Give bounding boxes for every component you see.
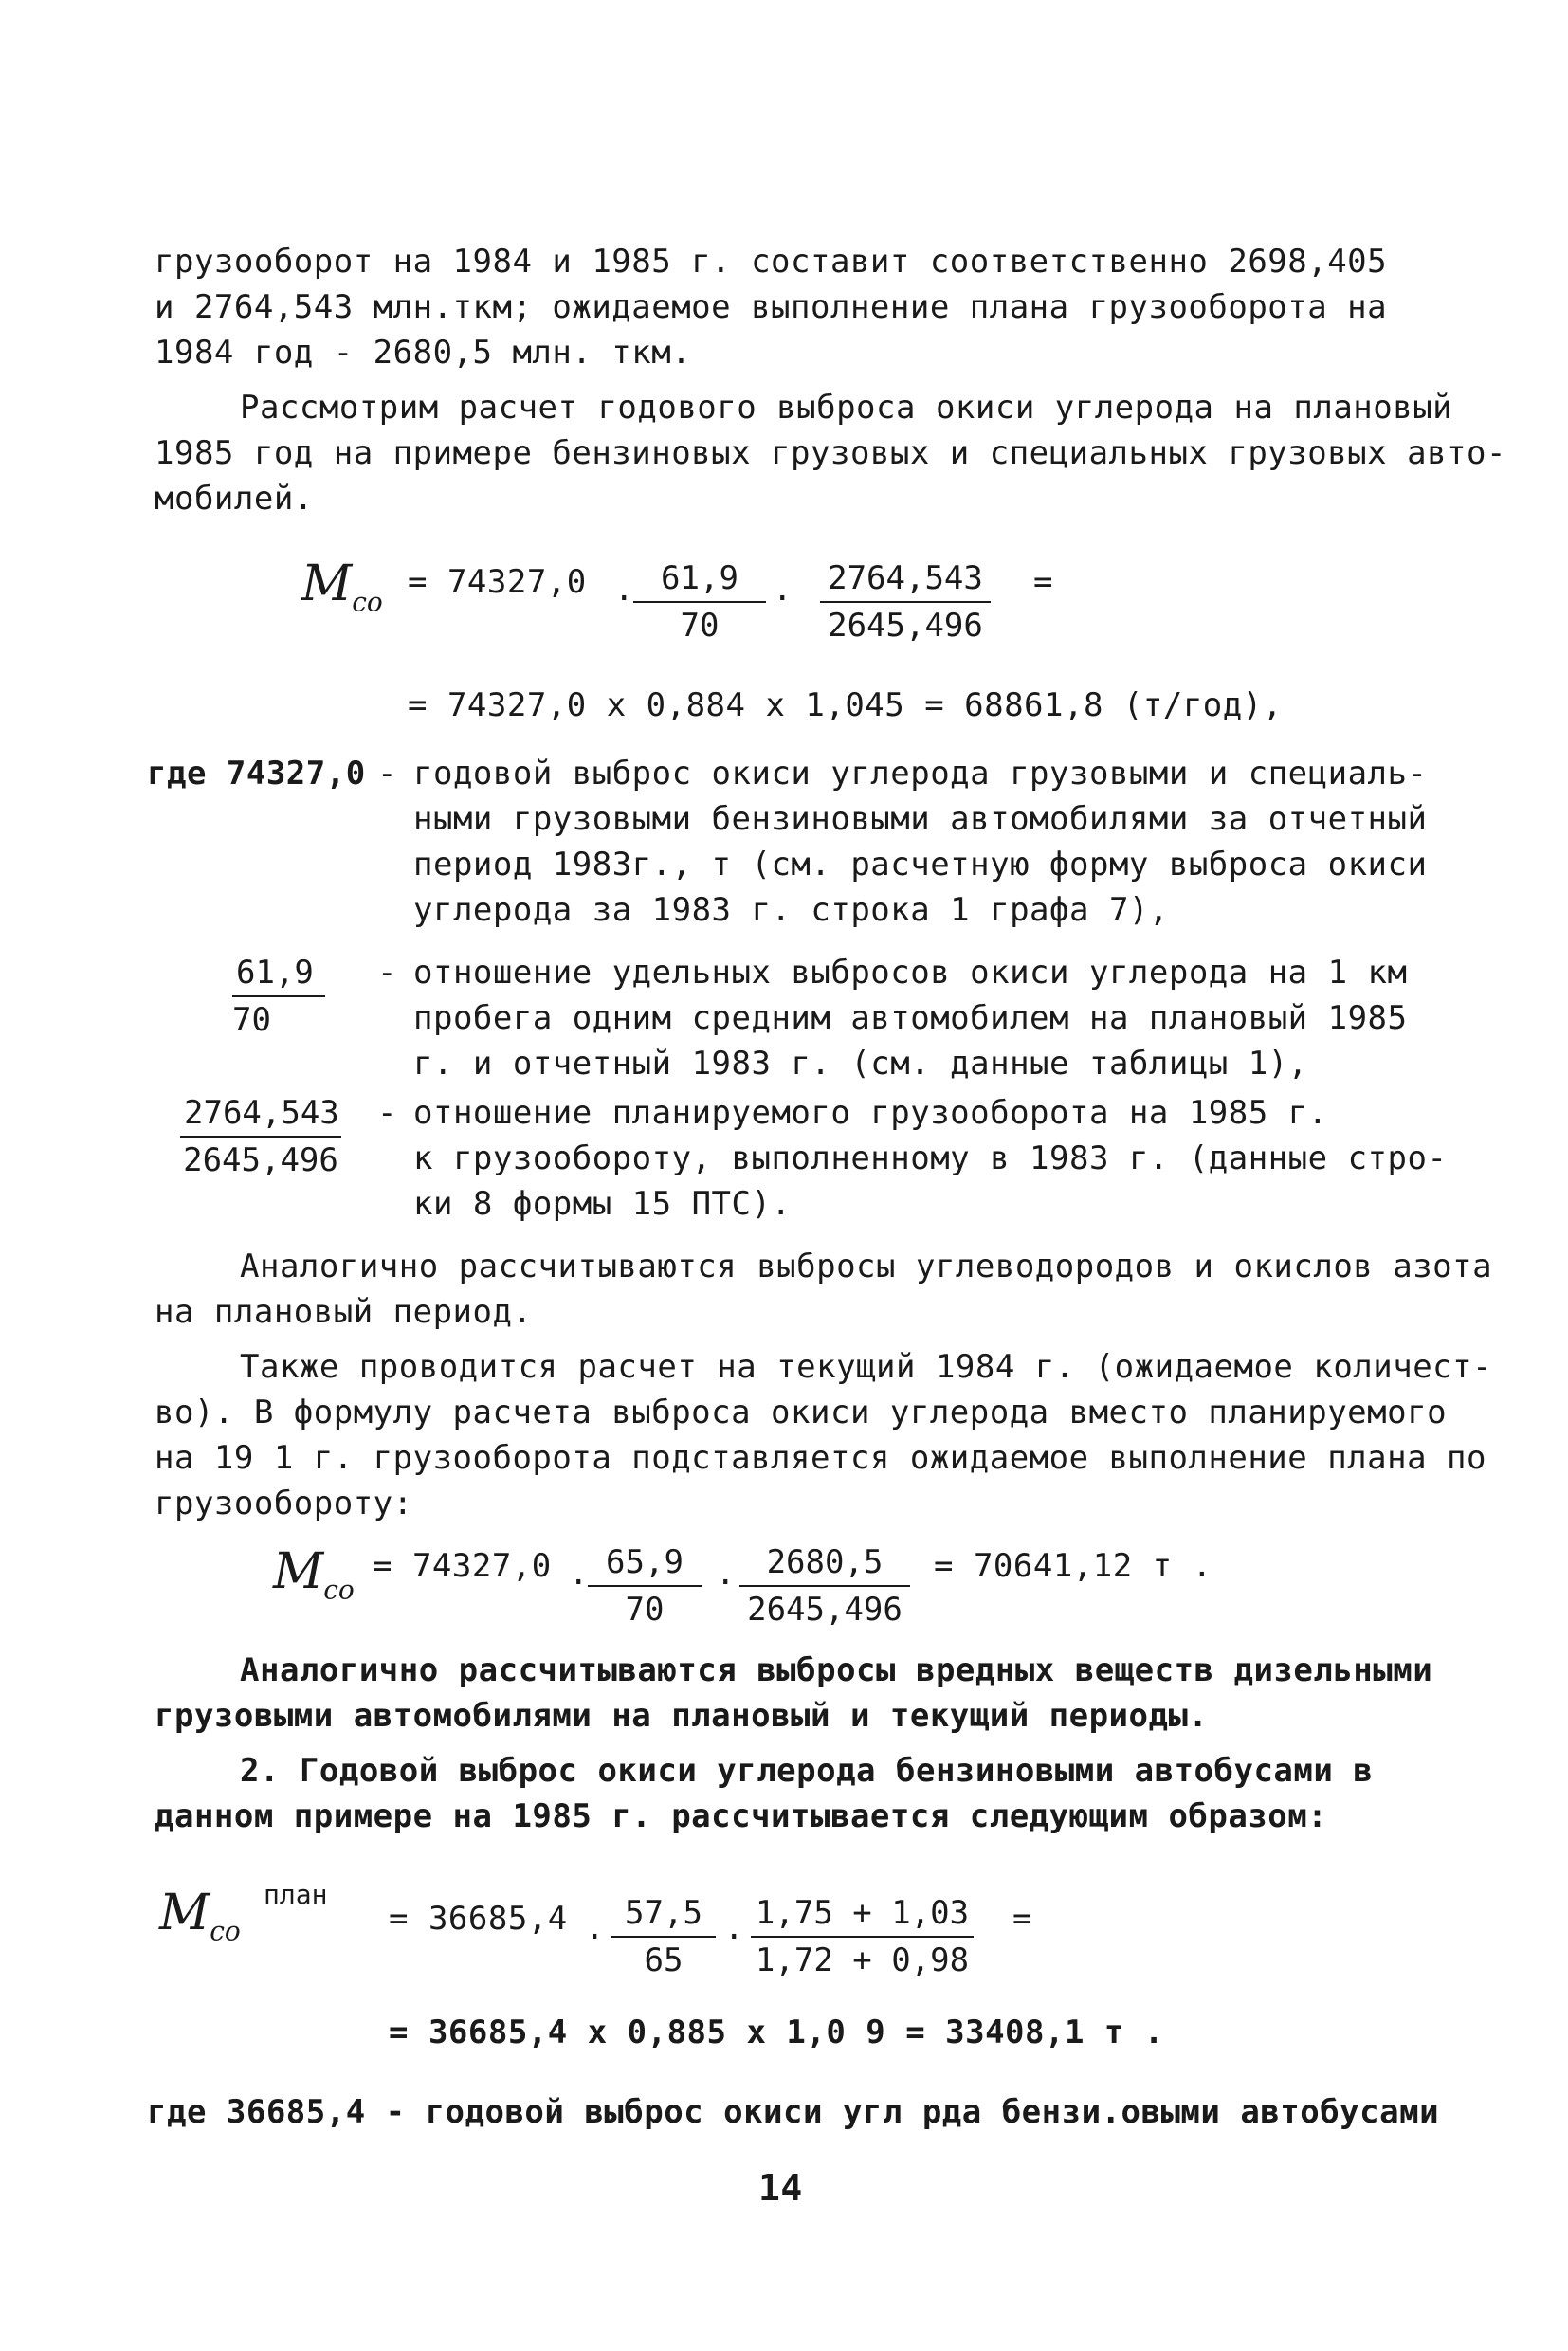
paragraph-3-line-1: Аналогично рассчитываются выбросы углеводородов и окислов азота [240, 1248, 1493, 1285]
formula-1-equals: = [1033, 563, 1053, 601]
formula-3-fraction-1 [611, 1892, 716, 1981]
formula-3-fraction-1-denominator: 65 [644, 1941, 684, 1979]
legend-1-item-1-line-4: углерода за 1983 г. строка 1 графа 7), [413, 891, 1169, 929]
paragraph-1-line-1: грузооборот на 1984 и 1985 г. составит соответственно 2698,405 [155, 243, 1388, 281]
formula-3-fraction-2-numerator: 1,75 + 1,03 [751, 1892, 974, 1938]
legend-1-item-1-line-1: годовой выброс окиси углерода грузовыми и специаль- [413, 755, 1428, 793]
paragraph-4-line-1: Также проводится расчет на текущий 1984 г. (ожидаемое количест- [240, 1348, 1493, 1386]
legend-1-dash-3: - [377, 1094, 397, 1132]
paragraph-6-line-2: данном примере на 1985 г. рассчитывается следующим образом: [155, 1797, 1328, 1835]
formula-3-dot-2: . [724, 1909, 744, 1947]
legend-1-item-3-fraction [180, 1092, 341, 1181]
legend-1-item-2-line-2: пробега одним средним автомобилем на плановый 1985 [413, 999, 1408, 1037]
paragraph-4-line-3: на 19 1 г. грузооборота подставляется ожидаемое выполнение плана по [155, 1439, 1486, 1477]
paragraph-6-line-1: 2. Годовой выброс окиси углерода бензиновыми автобусами в [240, 1752, 1374, 1790]
formula-2-dot-1: . [569, 1555, 589, 1593]
legend-2-line-1: где 36685,4 - годовой выброс окиси угл рда бензи.овыми автобусами [147, 2093, 1440, 2131]
legend-1-item-2-fraction [232, 952, 337, 1041]
formula-3-fraction-2-denominator: 1,72 + 0,98 [755, 1941, 970, 1979]
formula-3-dot-1: . [585, 1909, 605, 1947]
paragraph-2-line-3: мобилей. [155, 480, 314, 518]
formula-3-lhs: = 36685,4 [389, 1900, 568, 1938]
legend-1-item-2-denominator: 70 [232, 1001, 271, 1039]
legend-1-where: где 74327,0 [147, 755, 366, 793]
legend-1-item-3-numerator: 2764,543 [180, 1092, 341, 1138]
paragraph-5-line-2: грузовыми автомобилями на плановый и текущий периоды. [155, 1697, 1209, 1735]
legend-1-dash-1: - [377, 755, 397, 793]
formula-2-dot-2: . [716, 1555, 736, 1593]
formula-1-dot-2: . [773, 571, 793, 609]
legend-1-item-1-line-3: период 1983г., т (см. расчетную форму выброса окиси [413, 846, 1428, 884]
formula-1-fraction-2-numerator: 2764,543 [820, 557, 991, 603]
paragraph-1-line-3: 1984 год - 2680,5 млн. ткм. [155, 334, 692, 372]
formula-3-fraction-2 [751, 1892, 974, 1981]
formula-1-symbol: $M_{co}$ [301, 556, 383, 618]
formula-1-fraction-2 [820, 557, 991, 647]
formula-2-symbol: $M_{co}$ [273, 1543, 355, 1606]
formula-2-fraction-1 [588, 1541, 702, 1631]
legend-1-dash-2: - [377, 954, 397, 992]
formula-2-fraction-2-numerator: 2680,5 [739, 1541, 910, 1587]
formula-1-fraction-1 [633, 557, 766, 647]
legend-1-item-1-line-2: ными грузовыми бензиновыми автомобилями за отчетный [413, 800, 1428, 838]
legend-1-item-2-line-3: г. и отчетный 1983 г. (см. данные таблицы 1), [413, 1045, 1308, 1083]
paragraph-2-line-1: Рассмотрим расчет годового выброса окиси углерода на плановый [240, 389, 1453, 427]
legend-1-item-3-line-1: отношение планируемого грузооборота на 1985 г. [413, 1094, 1328, 1132]
legend-1-item-3-line-3: ки 8 формы 15 ПТС). [413, 1185, 792, 1223]
formula-2-fraction-1-denominator: 70 [625, 1591, 665, 1629]
formula-3-fraction-1-numerator: 57,5 [611, 1892, 716, 1938]
formula-1-line-2: = 74327,0 x 0,884 x 1,045 = 68861,8 (т/год), [408, 686, 1283, 724]
legend-1-item-2-numerator: 61,9 [232, 952, 325, 997]
page-number: 14 [758, 2167, 803, 2209]
legend-1-item-3-line-2: к грузообороту, выполненному в 1983 г. (данные стро- [413, 1139, 1448, 1177]
formula-1-fraction-2-denominator: 2645,496 [828, 607, 983, 645]
formula-3-superscript: план [264, 1879, 328, 1910]
formula-3-symbol: $M_{co}$ [159, 1885, 241, 1947]
paragraph-2-line-2: 1985 год на примере бензиновых грузовых и специальных грузовых авто- [155, 434, 1506, 472]
paragraph-4-line-4: грузообороту: [155, 1485, 413, 1522]
formula-1-fraction-1-denominator: 70 [680, 607, 720, 645]
legend-1-item-2-line-1: отношение удельных выбросов окиси углерода на 1 км [413, 954, 1408, 992]
formula-2-fraction-2 [739, 1541, 910, 1631]
paragraph-3-line-2: на плановый период. [155, 1293, 533, 1331]
formula-3-line-2: = 36685,4 x 0,885 x 1,0 9 = 33408,1 т . [389, 2014, 1164, 2051]
paragraph-1-line-2: и 2764,543 млн.ткм; ожидаемое выполнение плана грузооборота на [155, 288, 1388, 326]
formula-2-fraction-1-numerator: 65,9 [588, 1541, 702, 1587]
formula-1-dot-1: . [614, 571, 634, 609]
formula-1-fraction-1-numerator: 61,9 [633, 557, 766, 603]
formula-1-lhs: = 74327,0 [408, 563, 587, 601]
formula-2-result: = 70641,12 т . [934, 1547, 1212, 1585]
paragraph-5-line-1: Аналогично рассчитываются выбросы вредных веществ дизельными [240, 1651, 1433, 1689]
formula-2-lhs: = 74327,0 [373, 1547, 552, 1585]
legend-1-item-3-denominator: 2645,496 [183, 1141, 338, 1179]
paragraph-4-line-2: во). В формулу расчета выброса окиси углерода вместо планируемого [155, 1394, 1448, 1431]
formula-2-fraction-2-denominator: 2645,496 [747, 1591, 903, 1629]
formula-3-equals: = [1012, 1900, 1032, 1938]
